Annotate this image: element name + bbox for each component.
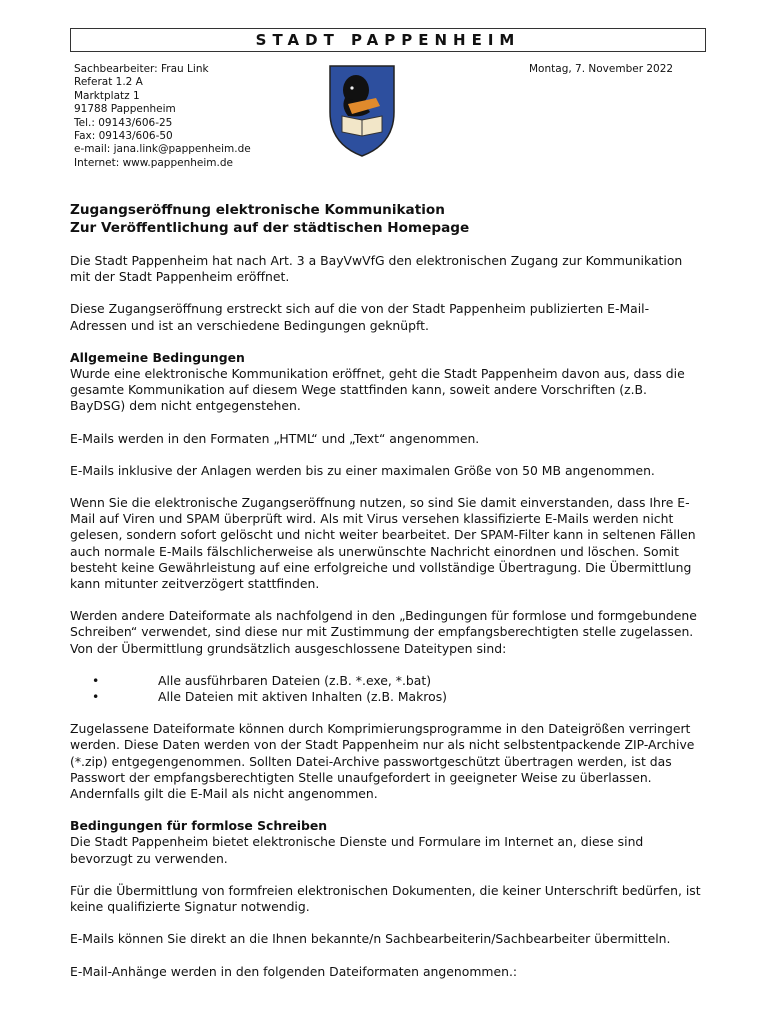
city-title: STADT PAPPENHEIM — [70, 28, 706, 52]
bullet-icon: • — [92, 672, 100, 688]
paragraph-formats: E-Mails werden in den Formaten „HTML“ und „Text“ angenommen. — [70, 430, 480, 446]
coat-of-arms-icon — [326, 60, 398, 158]
document-title-line2: Zur Veröffentlichung auf der städtischen Homepage — [70, 219, 470, 236]
general-conditions-section — [70, 350, 705, 415]
paragraph-access-opened: Die Stadt Pappenheim hat nach Art. 3 a BayVwVfG den elektronischen Zugang zur Kommunikation mit der Stadt Pappenheim eröffnet. — [70, 253, 683, 285]
paragraph-signature: Für die Übermittlung von formfreien elektronischen Dokumenten, die keiner Unterschrift bedürfen, ist keine qualifizierte Signatur notwendig. — [70, 882, 701, 915]
sender-fax: Fax: 09143/606-50 — [74, 130, 173, 143]
list-item: • Alle ausführbaren Dateien (z.B. *.exe, *.bat) — [92, 672, 432, 688]
document-title — [70, 202, 705, 237]
sender-phone: Tel.: 09143/606-25 — [74, 116, 173, 129]
paragraph-online-services: Die Stadt Pappenheim bietet elektronische Dienste und Formulare im Internet an, diese sind bevorzugt zu verwenden. — [70, 834, 644, 866]
sender-website: Internet: www.pappenheim.de — [74, 156, 233, 169]
paragraph-virus-spam: Wenn Sie die elektronische Zugangseröffnung nutzen, so sind Sie damit einverstanden, dass Ihre E-Mail auf Viren und SPAM überprüft wird. Als mit Virus versehen klassifizierte E-Mails werden nicht gelesen, sondern sofort gelöscht und nicht weiter bearbeitet. Der SPAM-Filter kann in seltenen Fällen auch normale E-Mails fälschlicherweise als unerwünschte Nachricht einordnen und löschen. Somit besteht keine Gewährleistung auf eine erfolgreiche und vollständige Übertragung. Die Übermittlung kann mitunter zeitverzögert stattfinden. — [70, 495, 696, 592]
paragraph-max-size: E-Mails inklusive der Anlagen werden bis zu einer maximalen Größe von 50 MB angenommen. — [70, 462, 655, 478]
document-title-line1: Zugangseröffnung elektronische Kommunikation — [70, 202, 445, 218]
paragraph-attachments: E-Mail-Anhänge werden in den folgenden Dateiformaten angenommen.: — [70, 963, 518, 979]
sender-clerk: Sachbearbeiter: Frau Link — [74, 63, 209, 75]
letter-date: Montag, 7. November 2022 — [529, 63, 674, 75]
informal-conditions-section — [70, 818, 705, 867]
informal-conditions-heading: Bedingungen für formlose Schreiben — [70, 818, 328, 834]
paragraph-general-conditions: Wurde eine elektronische Kommunikation eröffnet, geht die Stadt Pappenheim davon aus, dass die gesamte Kommunikation auf diesem Wege stattfinden kann, soweit andere Vorschriften (z.B. BayDSG) dem nicht entgegenstehen. — [70, 366, 685, 414]
sender-street: Marktplatz 1 — [74, 89, 140, 102]
sender-email: e-mail: jana.link@pappenheim.de — [74, 143, 251, 156]
sender-department: Referat 1.2 A — [74, 76, 143, 89]
list-item: • Alle Dateien mit aktiven Inhalten (z.B. Makros) — [92, 689, 447, 705]
paragraph-compression: Zugelassene Dateiformate können durch Komprimierungsprogramme in den Dateigrößen verringert werden. Diese Daten werden von der Stadt Pappenheim nur als nicht selbstentpackende ZIP-Archive (*.zip) entgegengenommen. Sollten Datei-Archive passwortgeschützt übertragen werden, ist das Passwort der empfangsberechtigten Stelle unaufgefordert in geeigneter Weise zu überlassen. Andernfalls gilt die E-Mail als nicht angenommen. — [70, 721, 695, 802]
sender-city: 91788 Pappenheim — [74, 103, 176, 116]
paragraph-access-scope: Diese Zugangseröffnung erstreckt sich auf die von der Stadt Pappenheim publizierten E-Mail-Adressen und ist an verschiedene Bedingungen geknüpft. — [70, 301, 650, 333]
general-conditions-heading: Allgemeine Bedingungen — [70, 349, 245, 365]
excluded-filetypes-list — [70, 673, 705, 705]
paragraph-direct-mail: E-Mails können Sie direkt an die Ihnen bekannte/n Sachbearbeiterin/Sachbearbeiter übermitteln. — [70, 931, 671, 947]
sender-block — [74, 63, 251, 170]
document-body — [70, 202, 705, 996]
paragraph-other-formats: Werden andere Dateiformate als nachfolgend in den „Bedingungen für formlose und formgebundene Schreiben“ verwendet, sind diese nur mit Zustimmung der empfangsberechtigten stelle zugelassen. Von der Übermittlung grundsätzlich ausgeschlossene Dateitypen sind: — [70, 608, 697, 656]
bullet-icon: • — [92, 689, 100, 705]
